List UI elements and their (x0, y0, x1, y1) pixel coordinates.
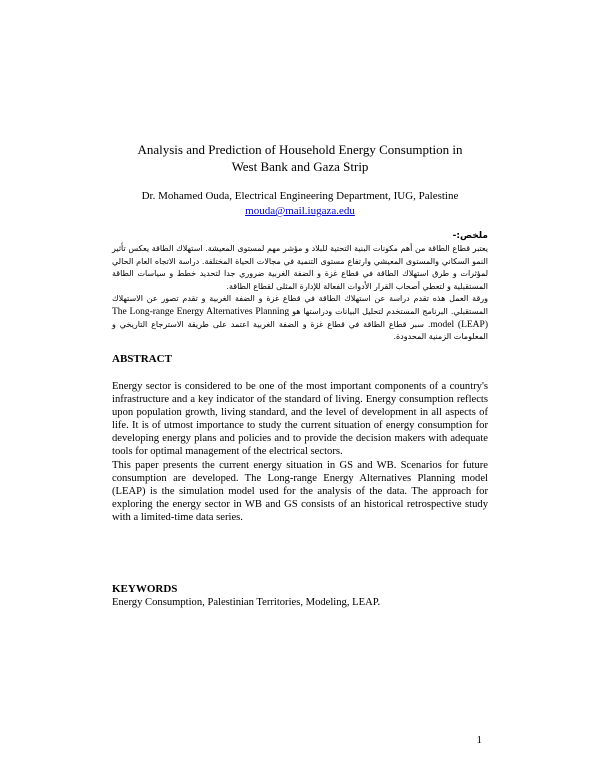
author-affiliation: Dr. Mohamed Ouda, Electrical Engineering Department, IUG, Palestine (141, 190, 459, 202)
abstract-heading: ABSTRACT (112, 353, 172, 365)
author-email-line (100, 204, 500, 219)
paper-title (100, 141, 500, 175)
arabic-abstract-heading: ملخص:- (452, 231, 488, 241)
abstract-paragraph-2: This paper presents the current energy situation in GS and WB. Scenarios for future consumption are developed. The Long-range Energy Alternatives Planning model (LEAP) is the simulation model used for the analysis of the data. The approach for exploring the energy sector in WB and GS consists of an historical retrospective study with a limited-time data series. (112, 459, 488, 523)
arabic-abstract-paragraph-2-part-1: ورقة العمل هذه تقدم دراسة عن استهلاك الطاقة في قطاع غزة و الضفة الغربية و تقدم تصور عن الاستهلاك المستقبلي. البرنامج المستخدم لتحليل البيانات ودراستها هو (112, 294, 489, 316)
paper-title-line-2: West Bank and Gaza Strip (231, 159, 369, 174)
arabic-abstract (112, 230, 488, 344)
author-email-link[interactable]: mouda@mail.iugaza.edu (245, 205, 355, 217)
arabic-abstract-paragraph-2 (112, 293, 488, 343)
keywords-heading: KEYWORDS (112, 583, 178, 595)
abstract-paragraph-1: Energy sector is considered to be one of the most important components of a country's infrastructure and a key indicator of the standard of living. Energy consumption reflects upon population growth, living standard, and the level of development in all aspects of life. It is of utmost importance to study the current situation of energy consumption for developing energy plans and policies and to provide the decision makers with adequate tools for optimal management of the electrical sectors. (112, 381, 488, 458)
page-number: 1 (476, 734, 482, 746)
arabic-abstract-leap-name: The Long-range Energy Alternatives Planning model (LEAP) (112, 306, 488, 330)
paper-title-line-1: Analysis and Prediction of Household Energy Consumption in (137, 142, 463, 157)
abstract-body (112, 380, 488, 524)
arabic-abstract-paragraph-1: يعتبر قطاع الطاقة من أهم مكونات البنية التحتية للبلاد و مؤشر مهم لمستوى المعيشة. استهلاك الطاقة يعكس تأثير النمو السكاني والمستوى المعيشي وارتفاع مستوى التنمية في مجالات الحياة المختلفة. دراسة الاتجاه العام الحالي لمؤثرات و طرق استهلاك الطاقة في قطاع غزة و الضفة الغربية ضروري جدا لتحديد خطط و سياسات الطاقة المستقبلية و لتعطي أصحاب القرار الأدوات الفعالة للإدارة المثلى لقطاع الطاقة. (112, 244, 488, 291)
arabic-abstract-paragraph-2-part-2: . سبر قطاع الطاقة في قطاع غزة و الضفة الغربية اعتمد على طريقة الاسترجاع التاريخي و المعلومات الزمنية المحدودة. (112, 319, 488, 342)
keywords-text: Energy Consumption, Palestinian Territories, Modeling, LEAP. (112, 597, 381, 608)
